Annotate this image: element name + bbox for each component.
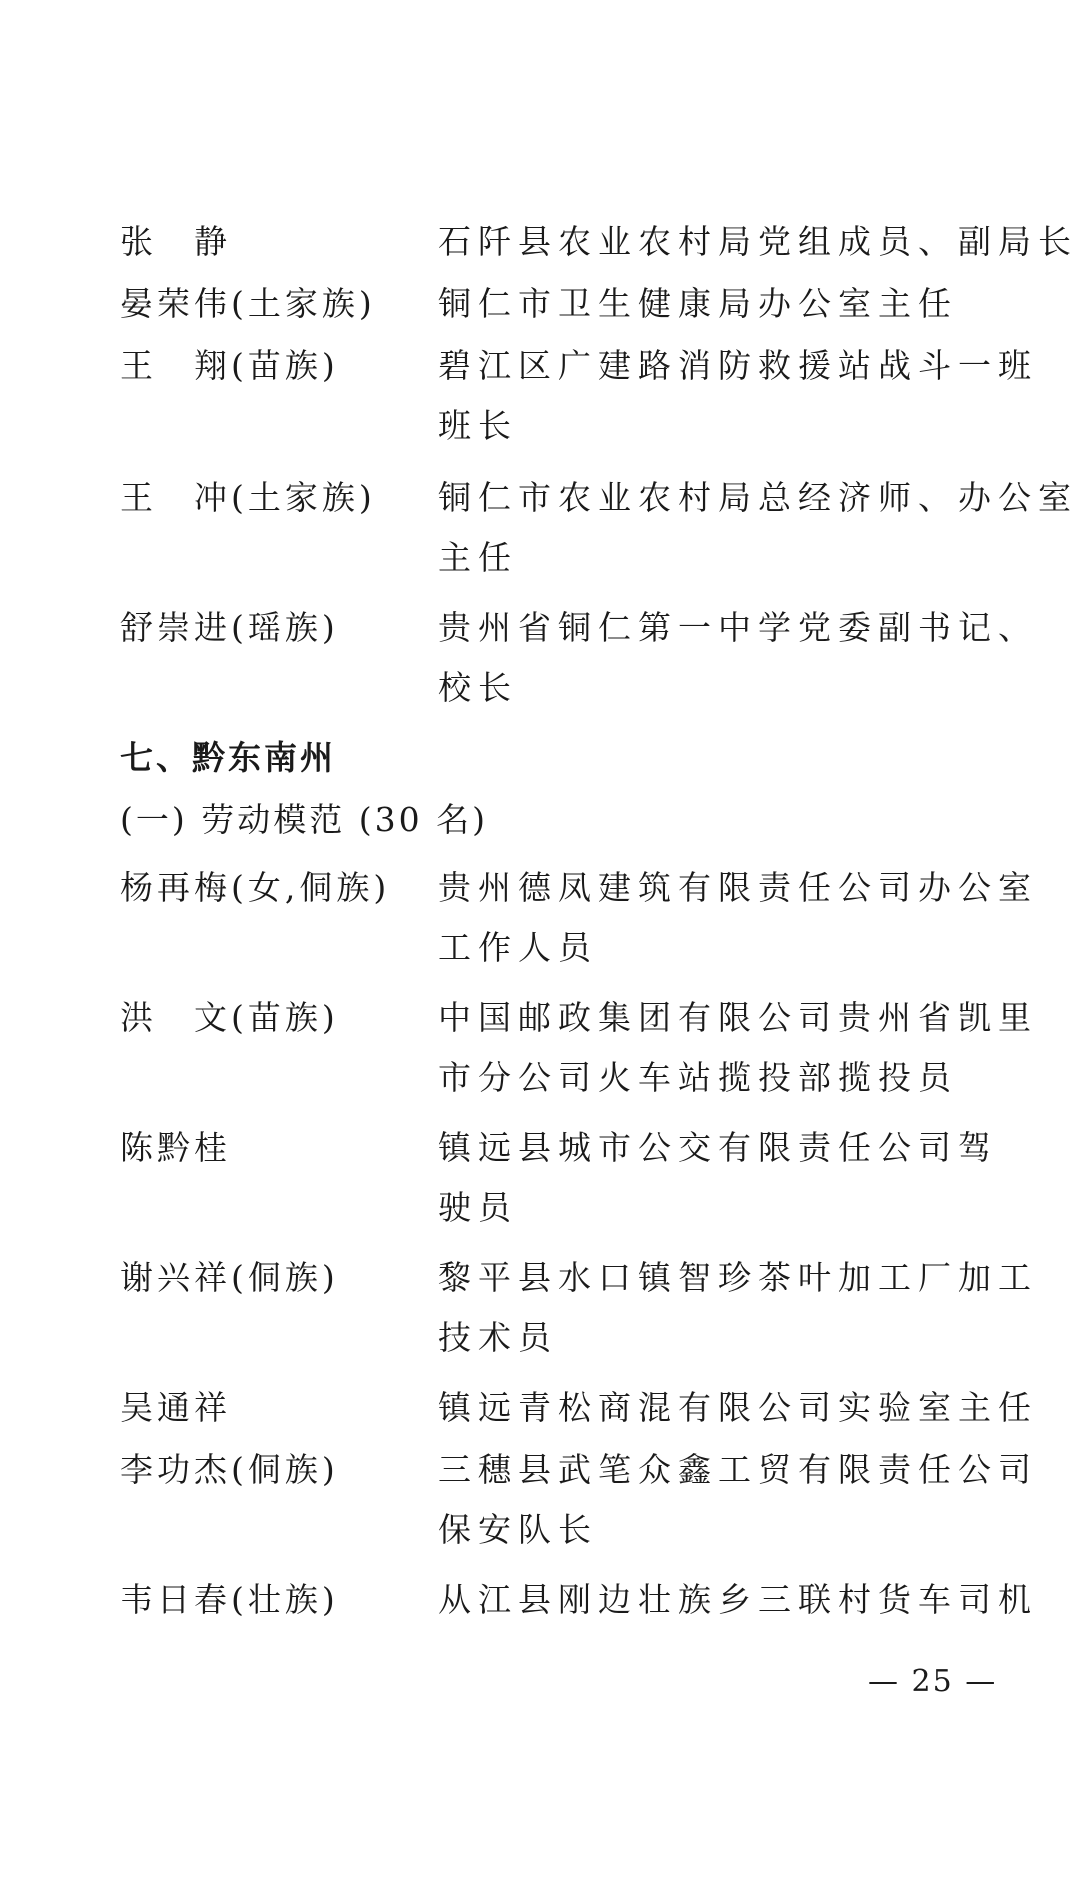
person-name: 舒崇进(瑶族) [120, 608, 339, 647]
person-position: 三穗县武笔众鑫工贸有限责任公司 保安队长 [438, 1450, 1038, 1549]
person-name: 杨再梅(女,侗族) [120, 868, 391, 907]
person-position: 镇远青松商混有限公司实验室主任 [438, 1388, 1038, 1427]
person-position: 铜仁市农业农村局总经济师、办公室 主任 [438, 478, 1078, 577]
person-name: 陈黔桂 [120, 1128, 231, 1167]
person-name: 韦日春(壮族) [120, 1580, 339, 1619]
person-position: 黎平县水口镇智珍茶叶加工厂加工 技术员 [438, 1258, 1038, 1357]
person-position: 铜仁市卫生健康局办公室主任 [438, 284, 958, 323]
person-position: 碧江区广建路消防救援站战斗一班 班长 [438, 346, 1038, 445]
subsection-heading: (一) 劳动模范 (30 名) [120, 800, 488, 839]
person-position: 石阡县农业农村局党组成员、副局长 [438, 222, 1078, 261]
person-name: 晏荣伟(土家族) [120, 284, 376, 323]
page-number: — 25 — [868, 1664, 998, 1699]
section-heading: 七、黔东南州 [120, 738, 336, 777]
person-name: 谢兴祥(侗族) [120, 1258, 339, 1297]
person-name: 张 静 [120, 222, 231, 261]
person-position: 镇远县城市公交有限责任公司驾 驶员 [438, 1128, 998, 1227]
person-position: 中国邮政集团有限公司贵州省凯里 市分公司火车站揽投部揽投员 [438, 998, 1038, 1097]
person-name: 王 冲(土家族) [120, 478, 376, 517]
person-name: 洪 文(苗族) [120, 998, 339, 1037]
person-name: 吴通祥 [120, 1388, 231, 1427]
person-name: 李功杰(侗族) [120, 1450, 339, 1489]
person-position: 贵州省铜仁第一中学党委副书记、 校长 [438, 608, 1038, 707]
person-position: 从江县刚边壮族乡三联村货车司机 [438, 1580, 1038, 1619]
person-position: 贵州德凤建筑有限责任公司办公室 工作人员 [438, 868, 1038, 967]
person-name: 王 翔(苗族) [120, 346, 339, 385]
